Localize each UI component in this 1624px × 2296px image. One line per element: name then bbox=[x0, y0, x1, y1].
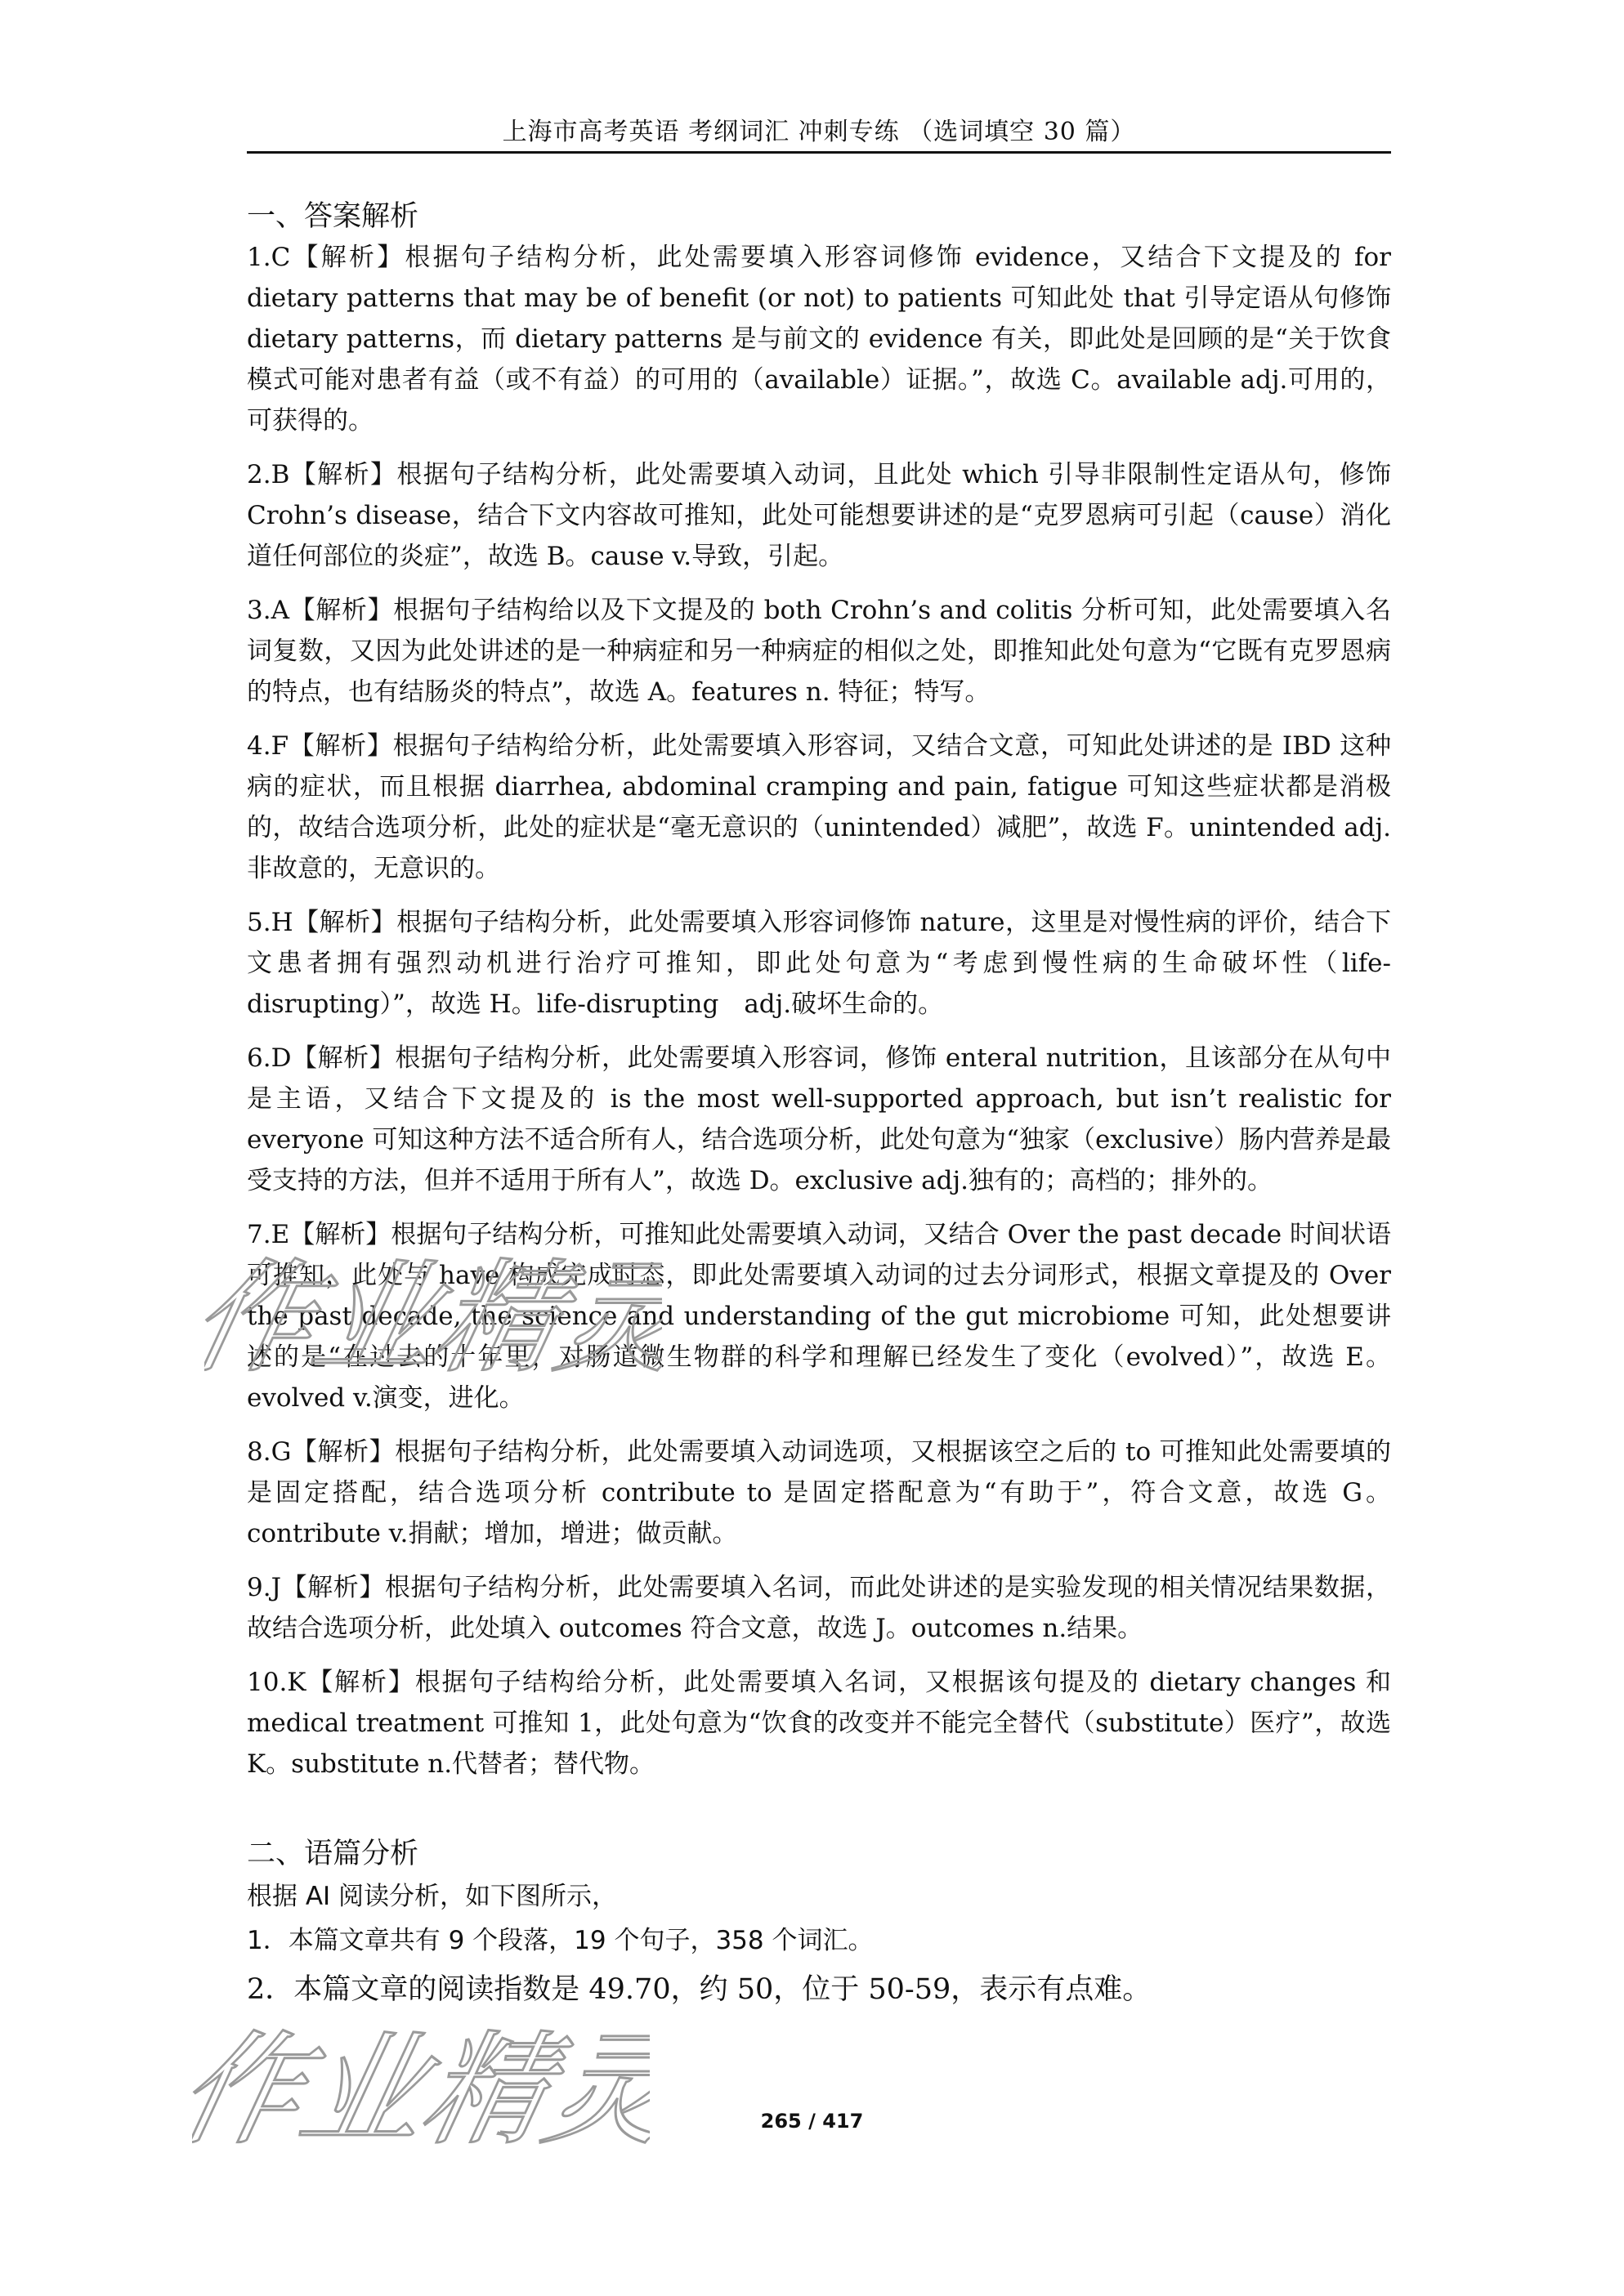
answer-item-6: 6.D【解析】根据句子结构分析，此处需要填入形容词，修饰 enteral nutrition，且该部分在从句中是主语，又结合下文提及的 is the most well-supported approach, but isn’t realistic for everyone 可知这种方法不适合所有人，结合选项分析，此处句意为“独家（exclusive）肠内营养是最受支持的方法，但并不适用于所有人”，故选 D。exclusive adj.独有的；高档的；排外的。 bbox=[247, 1043, 1391, 1195]
answer-item-10: 10.K【解析】根据句子结构给分析，此处需要填入名词，又根据该句提及的 dietary changes 和 medical treatment 可推知 1，此处句意为“饮食的改变并不能完全替代（substitute）医疗”，故选 K。substitute n.代替者；替代物。 bbox=[247, 1668, 1391, 1779]
page-header: 上海市高考英语 考纲词汇 冲刺专练 （选词填空 30 篇） bbox=[502, 118, 1136, 146]
discourse-analysis-section bbox=[247, 1834, 1391, 2017]
answer-item-1: 1.C【解析】根据句子结构分析，此处需要填入形容词修饰 evidence，又结合下文提及的 for dietary patterns that may be of benefit (or not) to patients 可知此处 that 引导定语从句修饰 dietary patterns，而 dietary patterns 是与前文的 evidence 有关，即此处是回顾的是“关于饮食模式可能对患者有益（或不有益）的可用的（available）证据。”，故选 C。available adj.可用的，可获得的。 bbox=[247, 243, 1391, 436]
answer-item-2: 2.B【解析】根据句子结构分析，此处需要填入动词，且此处 which 引导非限制性定语从句，修饰 Crohn’s disease，结合下文内容故可推知，此处可能想要讲述的是“克罗恩病可引起（cause）消化道任何部位的炎症”，故选 B。cause v.导致，引起。 bbox=[247, 460, 1391, 571]
section-title-answers: 一、答案解析 bbox=[247, 200, 419, 233]
page-number: 265 / 417 bbox=[760, 2110, 864, 2133]
answer-item-9: 9.J【解析】根据句子结构分析，此处需要填入名词，而此处讲述的是实验发现的相关情况结果数据，故结合选项分析，此处填入 outcomes 符合文意，故选 J。outcomes n.结果。 bbox=[247, 1573, 1391, 1643]
svg-text:作业精灵: 作业精灵 bbox=[204, 1246, 662, 1389]
svg-text:作业精灵: 作业精灵 bbox=[192, 2018, 650, 2161]
analysis-readability-line: 2．本篇文章的阅读指数是 49.70，约 50，位于 50-59，表示有点难。 bbox=[247, 1973, 1152, 2006]
answer-item-7: 7.E【解析】根据句子结构分析，可推知此处需要填入动词，又结合 Over the past decade 时间状语可推知，此处与 have 构成完成时态，即此处需要填入动词的过去分词形式，根据文章提及的 Over the past decade, the science and understanding of the gut microbiome 可知，此处想要讲述的是“在过去的十年里，对肠道微生物群的科学和理解已经发生了变化（evolved）”，故选 E。evolved v.演变，进化。 bbox=[247, 1220, 1391, 1413]
analysis-intro: 根据 AI 阅读分析，如下图所示， bbox=[247, 1882, 618, 1911]
section-title-discourse: 二、语篇分析 bbox=[247, 1838, 419, 1870]
answer-item-8: 8.G【解析】根据句子结构分析，此处需要填入动词选项，又根据该空之后的 to 可推知此处需要填的是固定搭配，结合选项分析 contribute to 是固定搭配意为“有助于”，符合文意，故选 G。contribute v.捐献；增加，增进；做贡献。 bbox=[247, 1437, 1391, 1548]
answer-item-5: 5.H【解析】根据句子结构分析，此处需要填入形容词修饰 nature，这里是对慢性病的评价，结合下文患者拥有强烈动机进行治疗可推知，即此处句意为“考虑到慢性病的生命破坏性（life-disrupting）”，故选 H。life-disrupting adj.破坏生命的。 bbox=[247, 908, 1391, 1019]
page-content bbox=[247, 196, 1391, 2017]
watermark-logo bbox=[192, 1998, 650, 2161]
analysis-stats-line: 1．本篇文章共有 9 个段落，19 个句子，358 个词汇。 bbox=[247, 1926, 874, 1955]
header-divider bbox=[247, 151, 1391, 154]
answer-item-4: 4.F【解析】根据句子结构给分析，此处需要填入形容词，又结合文意，可知此处讲述的是 IBD 这种病的症状，而且根据 diarrhea, abdominal cramping and pain, fatigue 可知这些症状都是消极的，故结合选项分析，此处的症状是“毫无意识的（unintended）减肥”，故选 F。unintended adj.非故意的，无意识的。 bbox=[247, 731, 1391, 883]
answer-item-3: 3.A【解析】根据句子结构给以及下文提及的 both Crohn’s and colitis 分析可知，此处需要填入名词复数，又因为此处讲述的是一种病症和另一种病症的相似之处，即推知此处句意为“它既有克罗恩病的特点，也有结肠炎的特点”，故选 A。features n. 特征；特写。 bbox=[247, 596, 1391, 707]
